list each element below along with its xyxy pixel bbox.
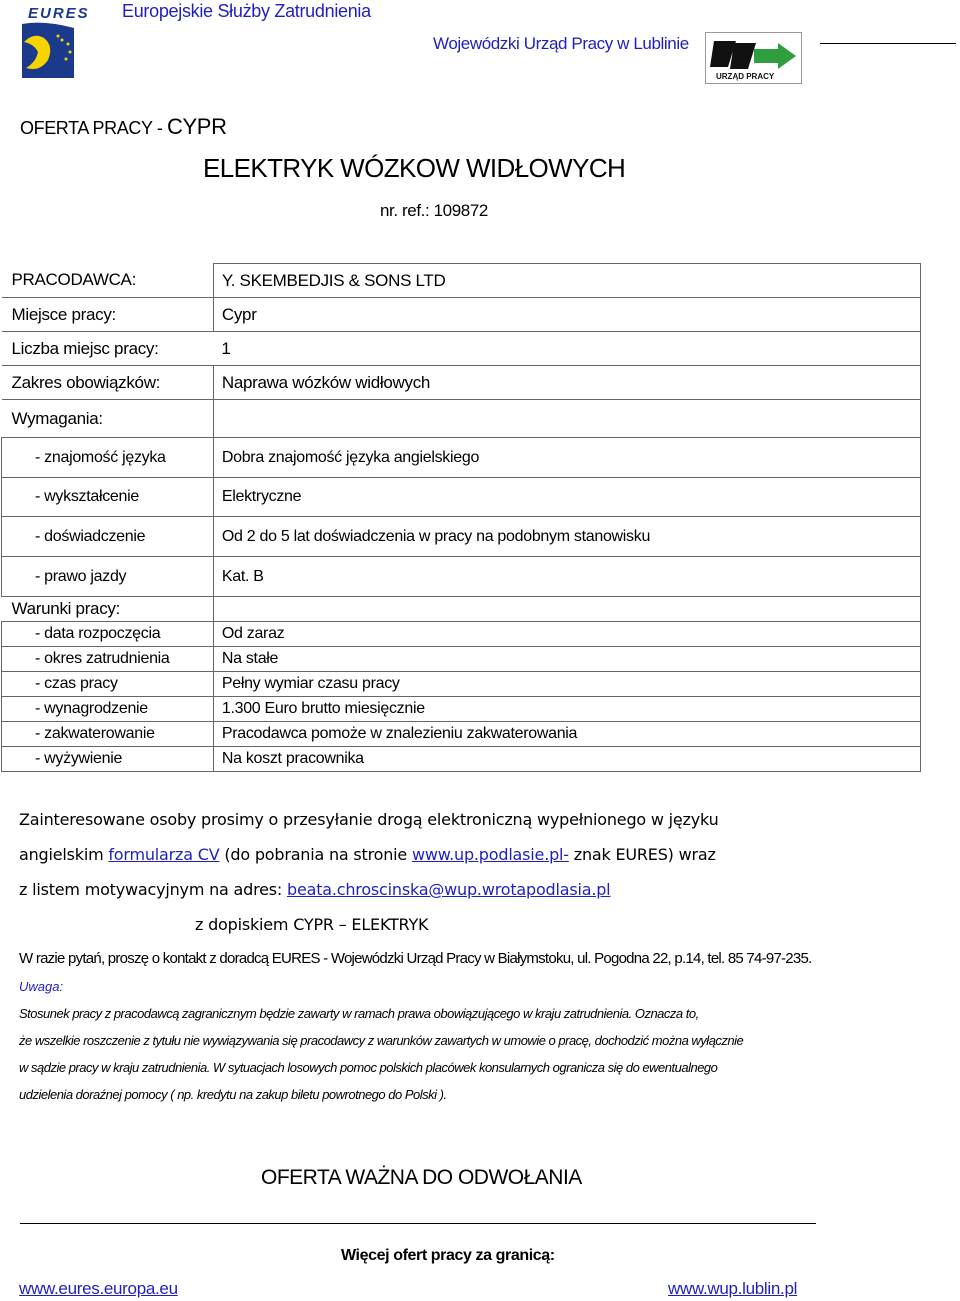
apply-line3 xyxy=(19,880,610,899)
cond-value: Pełny wymiar czasu pracy xyxy=(213,672,920,697)
valid-until: OFERTA WAŻNA DO ODWOŁANIA xyxy=(261,1166,582,1189)
requirements-label: Wymagania: xyxy=(2,400,214,438)
cond-label: - zakwaterowanie xyxy=(2,722,214,747)
contact-text: W razie pytań, proszę o kontakt z doradcą EURES - Wojewódzki Urząd Pracy w Białymstoku, ul. Pogodna 22, p.14, tel. 85 74-97-235. xyxy=(19,950,812,967)
cond-label: - data rozpoczęcia xyxy=(2,622,214,647)
offer-country: CYPR xyxy=(167,114,227,139)
req-value: Od 2 do 5 lat doświadczenia w pracy na podobnym stanowisku xyxy=(213,517,920,557)
apply-line2-a: angielskim xyxy=(19,845,109,864)
urzad-pracy-logo xyxy=(705,32,802,84)
req-value: Dobra znajomość języka angielskiego xyxy=(213,438,920,478)
conditions-empty xyxy=(213,597,920,622)
apply-line2-c: znak EURES) wraz xyxy=(568,845,716,864)
eures-logo-text: EURES xyxy=(28,5,90,22)
apply-line3-a: z listem motywacyjnym na adres: xyxy=(19,880,287,899)
apply-line4 xyxy=(195,915,428,934)
employer-value: Y. SKEMBEDJIS & SONS LTD xyxy=(213,264,920,298)
offer-ref: nr. ref.: 109872 xyxy=(380,201,488,220)
cond-value: 1.300 Euro brutto miesięcznie xyxy=(213,697,920,722)
up-podlasie-link[interactable]: www.up.podlasie.pl- xyxy=(411,845,569,864)
up-logo-text: URZĄD PRACY xyxy=(716,72,775,81)
employer-label: PRACODAWCA: xyxy=(11,270,137,290)
eures-logo xyxy=(14,2,106,82)
apply-line4-a: z dopiskiem xyxy=(195,915,294,934)
page-title: ELEKTRYK WÓZKOW WIDŁOWYCH xyxy=(203,153,626,183)
apply-line2 xyxy=(19,845,716,864)
cond-value: Od zaraz xyxy=(213,622,920,647)
place-label: Miejsce pracy: xyxy=(2,298,214,332)
req-value: Kat. B xyxy=(213,557,920,597)
header-line1: Europejskie Służby Zatrudnienia xyxy=(122,1,371,21)
note-line: udzielenia doraźnej pomocy ( np. kredytu na zakup biletu powrotnego do Polski ). xyxy=(19,1087,447,1102)
note-line: Stosunek pracy z pracodawcą zagranicznym będzie zawarty w ramach prawa obowiązującego w kraju zatrudnienia. Oznacza to, xyxy=(19,1006,699,1021)
cond-label: - wyżywienie xyxy=(2,747,214,772)
duties-value: Naprawa wózków widłowych xyxy=(213,366,920,400)
cond-label: - czas pracy xyxy=(2,672,214,697)
eures-link[interactable]: www.eures.europa.eu xyxy=(19,1279,178,1298)
cond-value: Na koszt pracownika xyxy=(213,747,920,772)
offer-label-text: OFERTA PRACY - xyxy=(20,118,168,138)
place-value: Cypr xyxy=(213,298,920,332)
apply-line2-b: (do pobrania na stronie xyxy=(219,845,412,864)
email-link[interactable]: beata.chroscinska@wup.wrotapodlasia.pl xyxy=(286,880,611,899)
req-value: Elektryczne xyxy=(213,478,920,517)
offer-label xyxy=(20,114,227,140)
cond-value: Pracodawca pomoże w znalezieniu zakwaterowania xyxy=(213,722,920,747)
apply-line1: Zainteresowane osoby prosimy o przesyłanie drogą elektroniczną wypełnionego w języku xyxy=(19,810,719,829)
requirements-empty xyxy=(213,400,920,438)
req-label: - znajomość języka xyxy=(2,438,214,478)
count-value: 1 xyxy=(213,332,920,366)
more-offers: Więcej ofert pracy za granicą: xyxy=(341,1247,555,1264)
req-label: - doświadczenie xyxy=(2,517,214,557)
cv-form-link[interactable]: formularza CV xyxy=(108,845,220,864)
note-line: w sądzie pracy w kraju zatrudnienia. W sytuacjach losowych pomoc polskich placówek konsularnych ogranicza się do ewentualnego xyxy=(19,1060,718,1075)
apply-line4-b: CYPR – ELEKTRYK xyxy=(293,915,429,934)
header-rule xyxy=(820,43,956,44)
conditions-label: Warunki pracy: xyxy=(2,597,214,622)
cond-label: - wynagrodzenie xyxy=(2,697,214,722)
req-label: - prawo jazdy xyxy=(2,557,214,597)
header-line2: Wojewódzki Urząd Pracy w Lublinie xyxy=(433,34,689,53)
cond-value: Na stałe xyxy=(213,647,920,672)
note-line: że wszelkie roszczenie z tytułu nie wywiązywania się pracodawcy z warunków zawartych w umowie o pracę, dochodzić można wyłącznie xyxy=(19,1033,744,1048)
footer-rule xyxy=(20,1223,816,1224)
req-label: - wykształcenie xyxy=(2,478,214,517)
offer-table xyxy=(1,263,921,772)
note-label: Uwaga: xyxy=(19,979,64,994)
wup-lublin-link[interactable]: www.wup.lublin.pl xyxy=(668,1279,798,1298)
duties-label: Zakres obowiązków: xyxy=(2,366,214,400)
count-label: Liczba miejsc pracy: xyxy=(2,332,214,366)
cond-label: - okres zatrudnienia xyxy=(2,647,214,672)
